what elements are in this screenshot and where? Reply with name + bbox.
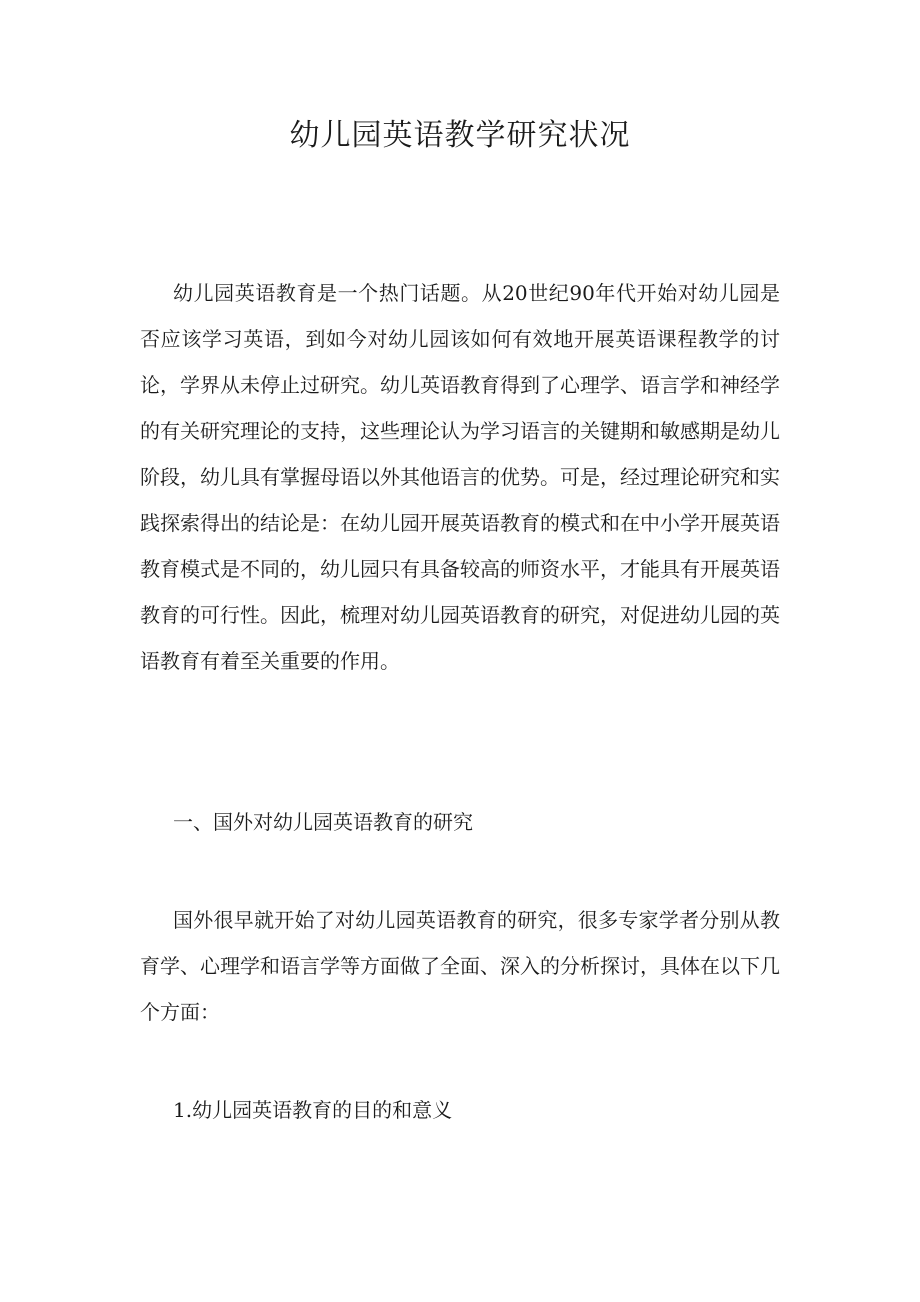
section-heading-foreign-research: 一、国外对幼儿园英语教育的研究 — [173, 810, 473, 834]
intro-paragraph: 幼儿园英语教育是一个热门话题。从20世纪90年代开始对幼儿园是否应该学习英语，到如今对幼儿园该如何有效地开展英语课程教学的讨论，学界从未停止过研究。幼儿英语教育得到了心理学、语言学和神经学的有关研究理论的支持，这些理论认为学习语言的关键期和敏感期是幼儿阶段，幼儿具有掌握母语以外其他语言的优势。可是，经过理论研究和实践探索得出的结论是：在幼儿园开展英语教育的模式和在中小学开展英语教育模式是不同的，幼儿园只有具备较高的师资水平，才能具有开展英语教育的可行性。因此，梳理对幼儿园英语教育的研究，对促进幼儿园的英语教育有着至关重要的作用。 — [140, 281, 780, 673]
document-title: 幼儿园英语教学研究状况 — [289, 118, 631, 153]
section-paragraph-foreign-research: 国外很早就开始了对幼儿园英语教育的研究，很多专家学者分别从教育学、心理学和语言学等方面做了全面、深入的分析探讨，具体在以下几个方面： — [140, 908, 780, 1024]
subsection-heading-purpose: 1.幼儿园英语教育的目的和意义 — [173, 1098, 453, 1122]
